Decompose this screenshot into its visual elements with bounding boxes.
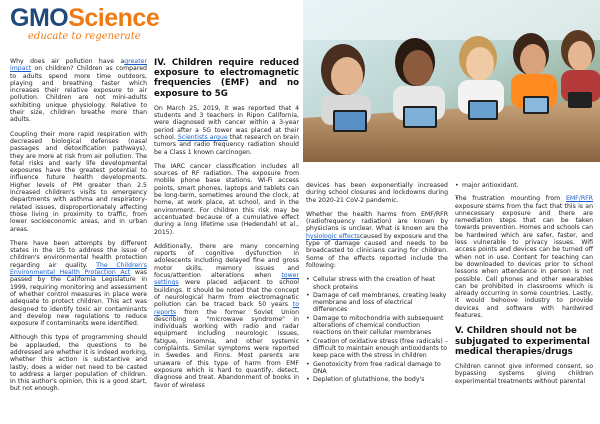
logo-gmo: GMO bbox=[10, 4, 69, 32]
children-with-devices-photo bbox=[303, 0, 600, 162]
list-item: • Depletion of glutathione, the body's bbox=[313, 376, 448, 383]
text: that research on brain tumors and radio frequency radiation should be a Class 1 known carcinogen. bbox=[154, 134, 299, 156]
paragraph: devices has been exponentially increased during school closures and lockdowns during the 2020-21 CoV-2 pandemic. bbox=[306, 182, 448, 204]
paragraph bbox=[10, 58, 147, 124]
greater-impact-link[interactable]: greater impact bbox=[10, 58, 147, 73]
text: Additionally, there are many concerning reports of cognitive dysfunction in adolescents including delayed fine and gross motor skills, memory issues and focus/attention alterations when bbox=[154, 242, 299, 280]
physiologic-effects-link[interactable]: hysiologic effects bbox=[306, 232, 360, 240]
text: exposure stems from the fact that this is an unnecessary exposure and there are remediation steps that can be taken towards prevention. Homes and schools can be hardwired which are safer, faster, and less vulnerable to privacy issues. Wifi access points and devices can be turned off when not in use. Content for teaching can be downloaded to devices prior to school lessons when attendance in person is not possible. Cell phones and other wearables can be prohibited in classrooms which is already occurring in some countries. Lastly, it would behoove industry to provide devices and software with hardwired features. bbox=[455, 202, 593, 320]
paragraph bbox=[154, 105, 299, 156]
list-item: • Creation of oxidative stress (free radicals) – difficult to maintain enough antioxidants to keep pace with the stress in children bbox=[313, 338, 448, 360]
logo-science: Science bbox=[68, 4, 160, 32]
scientists-argue-link[interactable]: Scientists argue bbox=[177, 134, 228, 141]
column-3 bbox=[306, 182, 448, 384]
column-2 bbox=[154, 58, 299, 396]
text: on children? Children as compared to adults spend more time outdoors, playing and breathing faster which increases their relative exposure to air pollution. Children are not mini-adults exhibiting unique physiology. Relative to their size, children breathe more than adults. bbox=[10, 65, 147, 124]
section-heading-iv: IV. Children require reduced exposure to electromagnetic frequencies (EMF) and no exposure to 5G bbox=[154, 58, 299, 99]
paragraph: The IARC cancer classification includes all sources of RF radiation. The exposure from mobile phone base stations, Wi-Fi access points, smart phones, laptops and tablets can be long-term, sometimes around the clock, at home, at work place, at school, and in the environment. For children this risk may be accentuated because of a cumulative effect during a long lifetime use (Hedendahl et al., 2015). bbox=[154, 162, 299, 236]
text: was passed by the California Legislature in 1999, requiring monitoring and assessment of whether control measures in place were adequate to protect children. This act was designed to identify toxic air contaminants and develop new regulations to reduce exposure if contaminants were identified. bbox=[10, 269, 147, 328]
paragraph bbox=[306, 211, 448, 269]
list-item: • major antioxidant. bbox=[462, 182, 593, 189]
column-4 bbox=[455, 182, 593, 392]
tower-settings-link[interactable]: tower settings bbox=[154, 272, 299, 287]
text: Whether the health harms from EMF/RFR (radiofrequency radiation) are known by physicians is unclear. What is known are the bbox=[306, 210, 448, 233]
gmo-science-logo[interactable] bbox=[10, 4, 160, 56]
paragraph: Although this type of programming should be applauded, the questions to be addressed are whether it is indeed working, whether this action is substantive and lastly, does a wider net need to be casted to address a larger population of children. In this author's opinion, this is a good start, but not enough. bbox=[10, 334, 147, 393]
effects-list-continued bbox=[455, 182, 593, 189]
text: There have been attempts by different states in the US to address the issue of children's environmental health protection regarding air quality. bbox=[10, 239, 147, 269]
health-protection-act-link[interactable]: The Children's Environmental Health Protection Act bbox=[10, 261, 148, 277]
paragraph: Children cannot give informed consent, so bypassing systems giving children experimental treatments without parental bbox=[455, 362, 593, 385]
effects-list bbox=[306, 276, 448, 383]
to-reports-link[interactable]: to reports bbox=[154, 301, 299, 316]
list-item: • Cellular stress with the creation of heat shock proteins bbox=[313, 276, 448, 291]
column-1 bbox=[10, 58, 147, 400]
text: from the former Soviet Union describing a "microwave syndrome" in individuals working with radio and radar equipment including neurologic issues, fatigue, insomnia, and other systemic complaints. Similar symptoms were reported in Swedes and Finns. Most parents are unaware of this type of harm from EMF exposure which is hard to quantify, detect, diagnose and treat. Abandonment of books in favor of wireless bbox=[154, 308, 299, 389]
logo-tagline: educate to regenerate bbox=[28, 31, 141, 42]
text: were placed adjacent to school buildings. It should be noted that the concept of neurological harm from electromagnetic pollution can be traced back 50 years bbox=[154, 279, 299, 309]
paragraph bbox=[455, 195, 593, 319]
text: caused by exposure and the type of damage caused and needs to be broadcasted to clinicians caring for children. Some of the effects reported include the following: bbox=[306, 232, 448, 269]
emf-rfr-link[interactable]: EMF/RFR bbox=[565, 195, 593, 203]
paragraph: Coupling their more rapid respiration with decreased biological defenses (nasal passages and detoxification pathways), they are more at risk from air pollution. The fetal risks and early life developmental exposures have the greatest potential to influence future health developments. Higher levels of PM greater than 2.5 increased children's visits to emergency departments with asthma and respiratory-related issues, disproportionately affecting those living in proximity to traffic, from lower socioeconomic areas, and in urban areas. bbox=[10, 130, 147, 233]
paragraph bbox=[154, 243, 299, 389]
text: On March 25, 2019, it was reported that 4 students and 3 teachers in Ripon California, were diagnosed with cancer within a 3-year period after a 5G tower was placed at their school. bbox=[154, 104, 299, 141]
list-item: • Genotoxicity from free radical damage to DNA bbox=[313, 361, 448, 376]
list-item: • Damage of cell membranes, creating leaky membrane and loss of electrical differences bbox=[313, 292, 448, 314]
text: Why does air pollution have a bbox=[10, 58, 125, 65]
section-heading-v: V. Children should not be subjugated to experimental medical therapies/drugs bbox=[455, 326, 590, 357]
paragraph bbox=[10, 240, 147, 328]
text: The frustration mounting from bbox=[455, 195, 561, 203]
list-item: • Damage to mitochondria with subsequent alterations of chemical conduction reactions on their cellular membranes bbox=[313, 315, 448, 337]
